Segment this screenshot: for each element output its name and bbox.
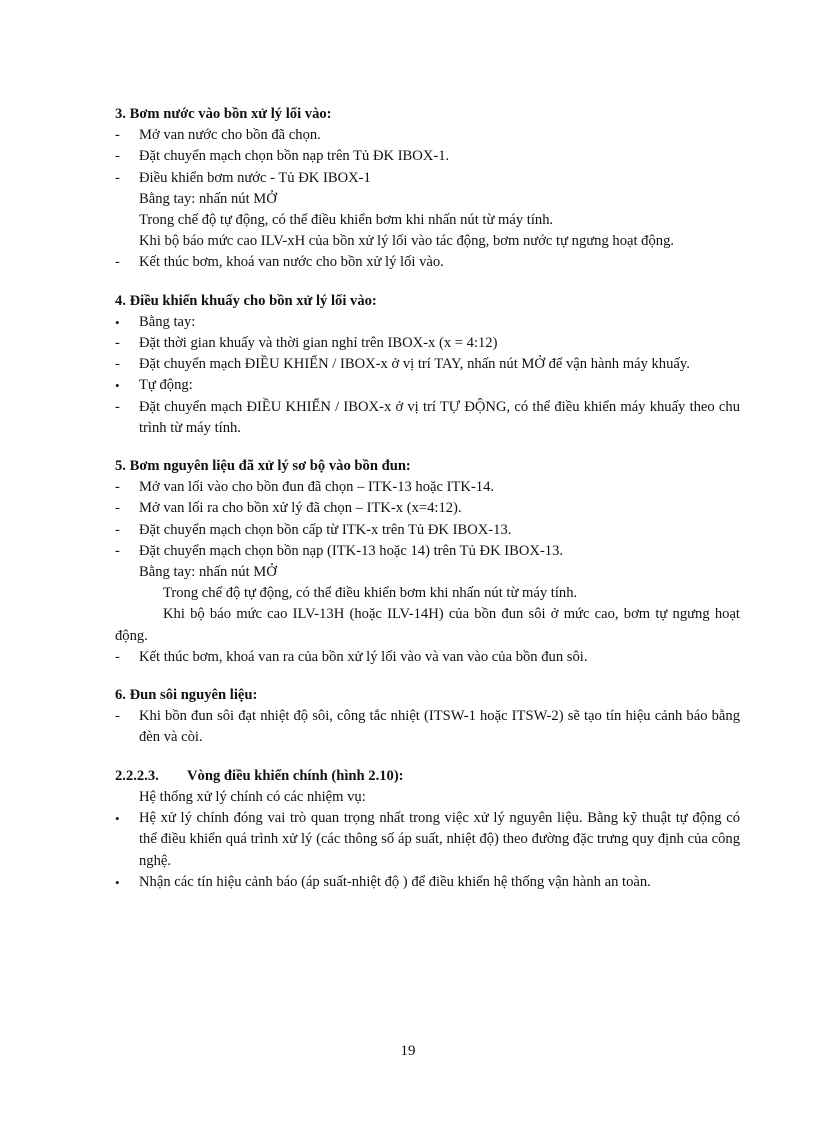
dash-marker: - <box>115 127 120 144</box>
page-number: 19 <box>400 1043 416 1059</box>
list-item: - Mở van nước cho bồn đã chọn. <box>115 125 740 146</box>
bullet-item: • Nhận các tín hiệu cảnh báo (áp suất-nhiệt độ ) để điều khiển hệ thống vận hành an toàn. <box>115 872 740 893</box>
page-content <box>115 104 740 893</box>
section-3-heading: 3. Bơm nước vào bồn xử lý lối vào: <box>115 106 332 122</box>
dash-marker: - <box>115 148 120 165</box>
list-item: - Đặt chuyển mạch ĐIỀU KHIỂN / IBOX-x ở vị trí TỰ ĐỘNG, có thể điều khiển máy khuấy theo chu trình từ máy tính. <box>115 398 740 436</box>
level-note: Khi bộ báo mức cao ILV-13H (hoặc ILV-14H) của bồn đun sôi ở mức cao, bơm tự ngưng hoạt động. <box>115 606 740 644</box>
bullet-item: • Bằng tay: <box>115 312 740 333</box>
section-5-heading: 5. Bơm nguyên liệu đã xử lý sơ bộ vào bồn đun: <box>115 458 411 475</box>
bullet-item: • Hệ xử lý chính đóng vai trò quan trọng nhất trong việc xử lý nguyên liệu. Bằng kỹ thuật tự động có thể điều khiển quá trình xử lý (các thông số áp suất, nhiệt độ) theo đường đặc trưng quy định của công nghệ. <box>115 810 740 869</box>
list-item: - Mở van lối vào cho bồn đun đã chọn – ITK-13 hoặc ITK-14. <box>115 477 740 498</box>
list-item: - Đặt thời gian khuấy và thời gian nghỉ trên IBOX-x (x = 4:12) <box>115 333 740 354</box>
dash-marker: - <box>115 479 120 496</box>
dash-marker: - <box>115 542 120 559</box>
dash-marker: - <box>115 398 120 415</box>
list-item: - Khi bồn đun sôi đạt nhiệt độ sôi, công tắc nhiệt (ITSW-1 hoặc ITSW-2) sẽ tạo tín hiệu cảnh báo bằng đèn và còi. <box>115 708 740 746</box>
level-note: Khi bộ báo mức cao ILV-xH của bồn xử lý lối vào tác động, bơm nước tự ngưng hoạt động. <box>139 233 675 250</box>
list-item: - Điều khiển bơm nước - Tủ ĐK IBOX-1 <box>115 168 740 189</box>
auto-note: Trong chế độ tự động, có thể điều khiển bơm khi nhấn nút từ máy tính. <box>139 212 554 229</box>
list-item: - Đặt chuyển mạch ĐIỀU KHIỂN / IBOX-x ở vị trí TAY, nhấn nút MỞ để vận hành máy khuấy. <box>115 354 740 375</box>
bullet-marker: • <box>115 874 120 890</box>
subsection-intro: Hệ thống xử lý chính có các nhiệm vụ: <box>139 788 366 805</box>
subsection-number: 2.2.2.3. <box>115 767 159 784</box>
dash-marker: - <box>115 169 120 186</box>
auto-note: Trong chế độ tự động, có thể điều khiển bơm khi nhấn nút từ máy tính. <box>163 585 578 602</box>
dash-marker: - <box>115 254 120 271</box>
manual-note: Bằng tay: nhấn nút MỞ <box>139 564 277 581</box>
dash-marker: - <box>115 521 120 538</box>
list-item: - Kết thúc bơm, khoá van ra của bồn xử lý lối vào và van vào của bồn đun sôi. <box>115 647 740 668</box>
dash-marker: - <box>115 356 120 373</box>
list-item: - Mở van lối ra cho bồn xử lý đã chọn – ITK-x (x=4:12). <box>115 498 740 519</box>
list-item: - Đặt chuyển mạch chọn bồn nạp (ITK-13 hoặc 14) trên Tủ ĐK IBOX-13. <box>115 541 740 562</box>
list-item: - Đặt chuyển mạch chọn bồn cấp từ ITK-x trên Tủ ĐK IBOX-13. <box>115 520 740 541</box>
bullet-item: • Tự động: <box>115 375 740 396</box>
bullet-marker: • <box>115 378 120 394</box>
dash-marker: - <box>115 648 120 665</box>
section-4-heading: 4. Điều khiển khuấy cho bồn xử lý lối vào: <box>115 292 377 309</box>
bullet-marker: • <box>115 811 120 827</box>
bullet-marker: • <box>115 314 120 330</box>
manual-note: Bằng tay: nhấn nút MỞ <box>139 190 277 207</box>
list-item: - Kết thúc bơm, khoá van nước cho bồn xử lý lối vào. <box>115 252 740 273</box>
subsection-title: Vòng điều khiển chính (hình 2.10): <box>187 767 404 784</box>
dash-marker: - <box>115 500 120 517</box>
dash-marker: - <box>115 335 120 352</box>
section-6-heading: 6. Đun sôi nguyên liệu: <box>115 687 258 704</box>
dash-marker: - <box>115 708 120 725</box>
subsection-heading <box>115 766 740 787</box>
list-item: - Đặt chuyển mạch chọn bồn nạp trên Tủ ĐK IBOX-1. <box>115 146 740 167</box>
